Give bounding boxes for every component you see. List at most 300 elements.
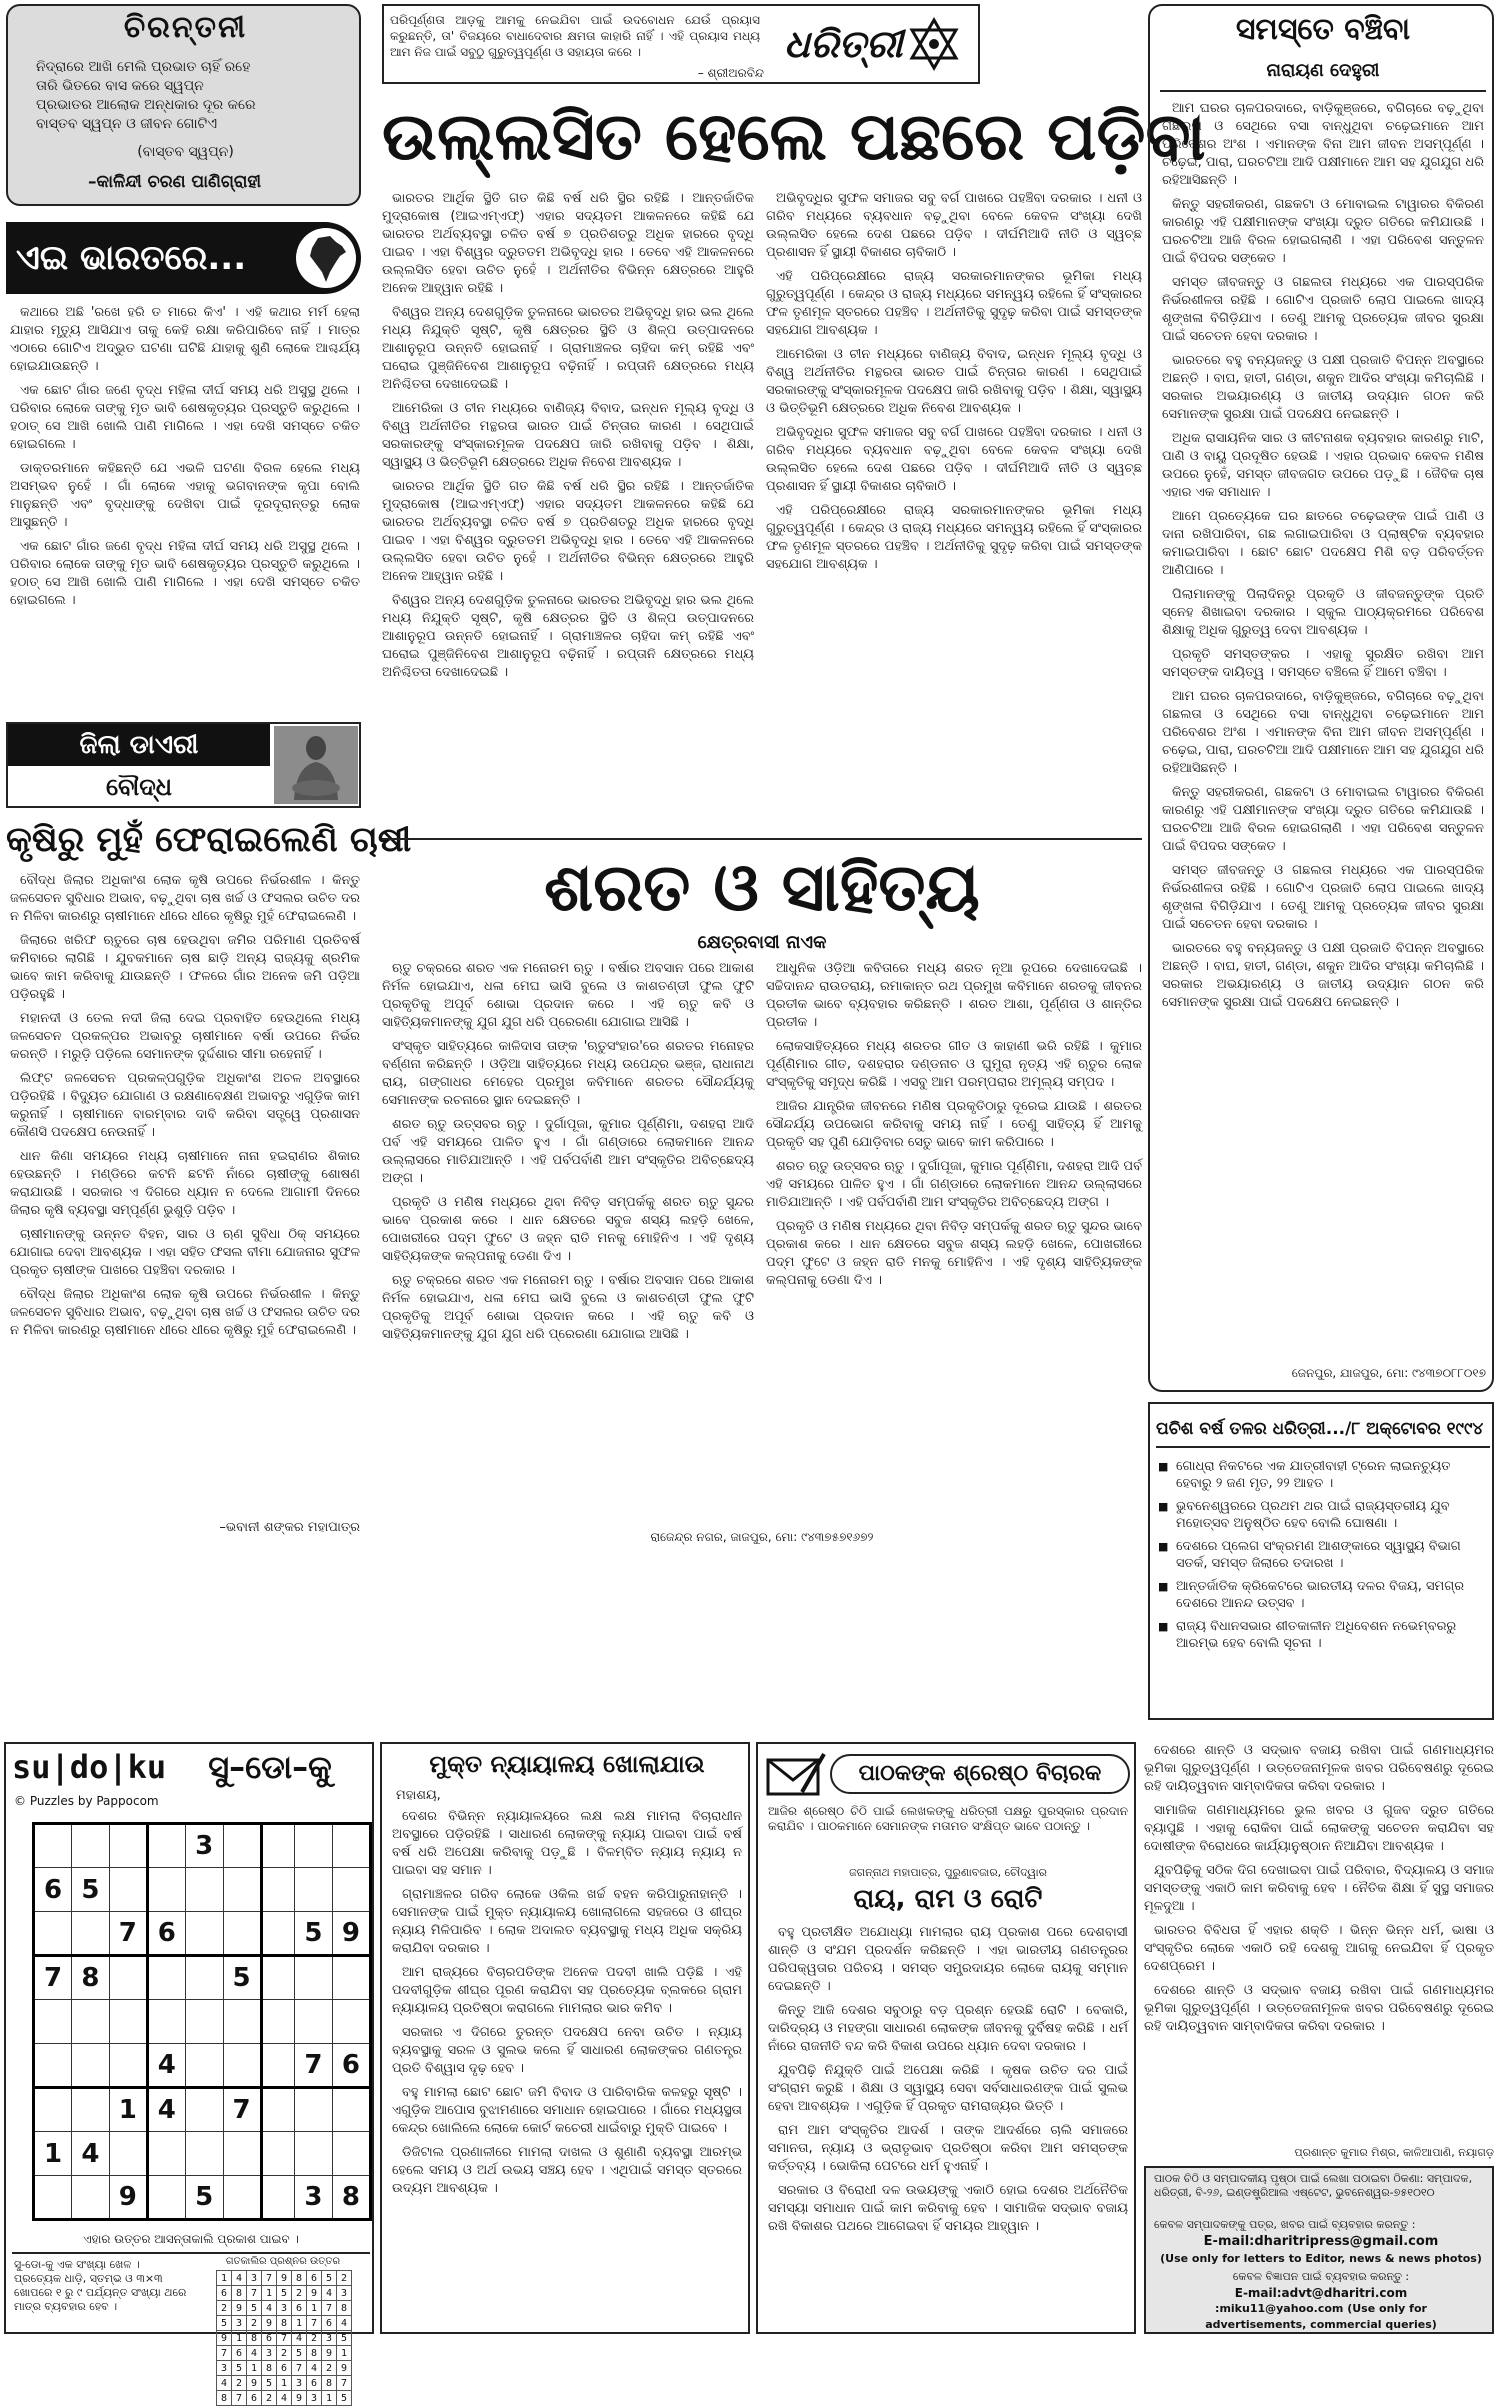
solution-cell: 9 [322,2346,337,2361]
mukta-paragraph: ଡିଜିଟାଲ ପ୍ରଣାଳୀରେ ମାମଲା ଦାଖଲ ଓ ଶୁଣାଣି ବ୍ୟବସ୍ଥା ଆରମ୍ଭ ହେଲେ ସମୟ ଓ ଅର୍ଥ ଉଭୟ ସଞ୍ଚୟ ହେବ । ଏଥିପାଇଁ ସମସ୍ତ ସ୍ତରରେ ଉଦ୍ୟମ ଆବଶ୍ୟକ । [392,2145,742,2196]
solution-cell: 4 [337,2316,352,2331]
samaste-divider [1160,90,1486,92]
sudoku-cell[interactable] [72,1824,110,1868]
sudoku-cell[interactable] [109,2132,147,2176]
samaste-footer: ଜେନପୁର, ଯାଜପୁର, ମୋ: ୯୪୩୭୦୮୮୦୧୭ [1291,1366,1486,1380]
sarat-headline: ଶରତ ଓ ସାହିତ୍ୟ [544,849,980,926]
star-emblem-icon [908,18,960,70]
sudoku-cell[interactable]: 6 [147,1912,185,1956]
solution-cell: 3 [217,2361,232,2376]
samaste-headline: ସମସ୍ତେ ବଞ୍ଚିବା [1235,12,1411,47]
solution-cell: 2 [262,2391,277,2406]
contact-intro: ପାଠକ ଚିଠି ଓ ସମ୍ପାଦକୀୟ ପୃଷ୍ଠା ପାଇଁ ଲେଖା ପଠାଇବା ଠିକଣା: ସମ୍ପାଦକ, ଧରିତ୍ରୀ, ବି-୨୬, ଇଣ୍ଡଷ୍ଟ୍ରିଆଲ ଏଷ୍ଟେଟ, ଭୁବନେଶ୍ୱର-୭୫୧୦୧୦ [1154,2172,1473,2199]
sudoku-cell[interactable] [109,2000,147,2044]
solution-cell: 1 [337,2346,352,2361]
solution-cell: 9 [337,2361,352,2376]
mukta-salutation: ମହାଶୟ, [396,1788,441,1803]
solution-cell: 9 [262,2316,277,2331]
letter-paragraph: ଦେଶରେ ଶାନ୍ତି ଓ ସଦ୍‌ଭାବ ବଜାୟ ରଖିବା ପାଇଁ ଗଣମାଧ୍ୟମର ଭୂମିକା ଗୁରୁତ୍ୱପୂର୍ଣ୍ଣ । ଉତ୍ତେଜନାମୂଳକ ଖବର ପରିବେଷଣରୁ ଦୂରେଇ ରହି ଦାୟିତ୍ୱବାନ ସାମ୍ବାଦିକତା କରିବା ଦରକାର । [1144,1743,1494,1794]
solution-cell: 2 [337,2271,352,2286]
sudoku-cell[interactable]: 7 [295,2044,333,2088]
samaste-author: ନାରାୟଣ ଦେହୁରୀ [1266,60,1380,81]
sarat-paragraph: ଆଧୁନିକ ଓଡ଼ିଆ କବିତାରେ ମଧ୍ୟ ଶରତ ନୂଆ ରୂପରେ ଦେଖାଦେଇଛି । ସଚ୍ଚିଦାନନ୍ଦ ରାଉତରାୟ, ରମାକାନ୍ତ ରଥ ପ୍ରମୁଖ କବିମାନେ ଶରତକୁ ଜୀବନର ପ୍ରତୀକ ଭାବେ ବ୍ୟବହାର କରିଛନ୍ତି । ଶରତ ଆଶା, ପୂର୍ଣ୍ଣତା ଓ ଶାନ୍ତିର ପ୍ରତୀକ । [766,961,1142,1030]
solution-cell: 1 [292,2316,307,2331]
pathaka-paragraph: ବହୁ ପ୍ରତୀକ୍ଷିତ ଅଯୋଧ୍ୟା ମାମଲାର ରାୟ ପ୍ରକାଶ ପରେ ଦେଶବାସୀ ଶାନ୍ତି ଓ ସଂଯମ ପ୍ରଦର୍ଶନ କରିଛନ୍ତି । ଏହା ଭାରତୀୟ ଗଣତନ୍ତ୍ରର ପରିପକ୍ୱତାର ପରିଚୟ । ସମସ୍ତ ସମ୍ପ୍ରଦାୟର ଲୋକେ ରାୟକୁ ସମ୍ମାନ ଦେଇଛନ୍ତି । [768,1925,1128,1994]
sudoku-grid [32,1822,372,2221]
lead-paragraph: ଏହି ପରିପ୍ରେକ୍ଷୀରେ ରାଜ୍ୟ ସରକାରମାନଙ୍କର ଭୂମିକା ମଧ୍ୟ ଗୁରୁତ୍ୱପୂର୍ଣ୍ଣ । କେନ୍ଦ୍ର ଓ ରାଜ୍ୟ ମଧ୍ୟରେ ସମନ୍ୱୟ ରହିଲେ ହିଁ ସଂସ୍କାରର ଫଳ ତୃଣମୂଳ ସ୍ତରରେ ପହଞ୍ଚିବ । ଅର୍ଥନୀତିକୁ ସୁଦୃଢ଼ କରିବା ପାଇଁ ସମସ୍ତଙ୍କ ସହଯୋଗ ଆବଶ୍ୟକ । [766,503,1142,572]
pachisa-list [1158,1458,1488,1714]
sudoku-cell[interactable] [147,1956,185,2000]
solution-row [217,2301,352,2316]
lead-paragraph: ବିଶ୍ୱର ଅନ୍ୟ ଦେଶଗୁଡ଼ିକ ତୁଳନାରେ ଭାରତର ଅଭିବୃଦ୍ଧି ହାର ଭଲ ଥିଲେ ମଧ୍ୟ ନିଯୁକ୍ତି ସୃଷ୍ଟି, କୃଷି କ୍ଷେତ୍ରର ସ୍ଥିତି ଓ ଶିଳ୍ପ ଉତ୍ପାଦନରେ ଆଶାନୁରୂପ ଉନ୍ନତି ହୋଇନାହିଁ । ଗ୍ରାମାଞ୍ଚଳର ଚାହିଦା କମ୍‌ ରହିଛି ଏବଂ ଘରୋଇ ପୁଞ୍ଜିନିବେଶ ଆଶାନୁରୂପ ବଢ଼ିନାହିଁ । ରପ୍ତାନି କ୍ଷେତ୍ରରେ ମଧ୍ୟ ଅନିଶ୍ଚିତତା ଦେଖାଦେଇଛି । [382,305,754,392]
sudoku-cell[interactable] [34,1824,72,1868]
sudoku-solution-label: ଗତକାଲିର ପ୍ରଶ୍ନର ଉତ୍ତର [225,2256,341,2267]
india-map-icon [296,228,356,288]
solution-cell: 2 [217,2301,232,2316]
sudoku-cell[interactable] [261,2000,295,2044]
farmers-paragraph: ବୌଦ୍ଧ ଜିଲାର ଅଧିକାଂଶ ଲୋକ କୃଷି ଉପରେ ନିର୍ଭରଶୀଳ । କିନ୍ତୁ ଜଳସେଚନ ସୁବିଧାର ଅଭାବ, ବଢ଼ୁଥିବା ଚାଷ ଖର୍ଚ୍ଚ ଓ ଫସଲର ଉଚିତ ଦର ନ ମିଳିବା କାରଣରୁ ଚାଷୀମାନେ ଧୀରେ ଧୀରେ କୃଷିରୁ ମୁହଁ ଫେରାଇଲେଣି । [10,1287,360,1338]
sudoku-cell[interactable] [295,2088,333,2132]
solution-cell: 6 [322,2316,337,2331]
solution-cell: 3 [262,2346,277,2361]
solution-cell: 1 [277,2376,292,2391]
lead-headline: ଉଲ୍ଲସିତ ହେଲେ ପଛରେ ପଡ଼ିବା [382,98,1206,175]
sudoku-cell[interactable]: 4 [147,2088,185,2132]
sudoku-cell[interactable] [223,1868,261,1912]
pathaka-paragraph: କିନ୍ତୁ ଆଜି ଦେଶର ସବୁଠାରୁ ବଡ଼ ପ୍ରଶ୍ନ ହେଉଛି ରୋଟି । ବେକାରି, ଦାରିଦ୍ର୍ୟ ଓ ମହଙ୍ଗା ସାଧାରଣ ଲୋକଙ୍କ ଜୀବନକୁ ଦୁର୍ବିଷହ କରିଛି । ଧର୍ମ ନାଁରେ ରାଜନୀତି ବନ୍ଦ କରି ବିକାଶ ଉପରେ ଧ୍ୟାନ ଦେବା ଦରକାର । [768,2003,1128,2054]
sudoku-cell[interactable] [223,2000,261,2044]
zilla-diary-title: ଜିଲା ଡାଏରୀ [8,724,270,766]
sudoku-cell[interactable]: 5 [72,1868,110,1912]
pathaka-intro: ଆଜିର ଶ୍ରେଷ୍ଠ ଚିଠି ପାଇଁ ଲେଖକଙ୍କୁ ଧରିତ୍ରୀ ପକ୍ଷରୁ ପୁରସ୍କାର ପ୍ରଦାନ କରାଯିବ । ପାଠକମାନେ ସେମାନଙ୍କ ମତାମତ ସଂକ୍ଷିପ୍ତ ଭାବେ ପଠାନ୍ତୁ । [768,1804,1128,1833]
solution-row [217,2331,352,2346]
sudoku-row [34,1912,371,1956]
sudoku-cell[interactable] [295,1868,333,1912]
farmers-byline: –ଭବାନୀ ଶଙ୍କର ମହାପାତ୍ର [219,1520,360,1535]
solution-cell: 4 [307,2361,322,2376]
lead-paragraph: ଆମେରିକା ଓ ଚୀନ ମଧ୍ୟରେ ବାଣିଜ୍ୟ ବିବାଦ, ଇନ୍ଧନ ମୂଲ୍ୟ ବୃଦ୍ଧି ଓ ବିଶ୍ୱ ଅର୍ଥନୀତିର ମନ୍ଥରତା ଭାରତ ପାଇଁ ଚିନ୍ତାର କାରଣ । ସେଥିପାଇଁ ସରକାରଙ୍କୁ ସଂସ୍କାରମୂଳକ ପଦକ୍ଷେପ ଜାରି ରଖିବାକୁ ପଡ଼ିବ । ଶିକ୍ଷା, ସ୍ୱାସ୍ଥ୍ୟ ଓ ଭିତ୍ତିଭୂମି କ୍ଷେତ୍ରରେ ଅଧିକ ନିବେଶ ଆବଶ୍ୟକ । [766,347,1142,416]
masthead-logo: ଧରିତ୍ରୀ [784,22,903,66]
sudoku-cell[interactable] [72,1912,110,1956]
farmers-paragraph: ଜିଲାରେ ଖରିଫ ଋତୁରେ ଚାଷ ହେଉଥିବା ଜମିର ପରିମାଣ ପ୍ରତିବର୍ଷ କମିବାରେ ଲାଗିଛି । ଯୁବକମାନେ ଚାଷ ଛାଡ଼ି ଅନ୍ୟ ରାଜ୍ୟକୁ ଶ୍ରମିକ ଭାବେ କାମ କରିବାକୁ ଯାଉଛନ୍ତି । ଫଳରେ ଗାଁର ଅନେକ ଜମି ପଡ଼ିଆ ପଡ଼ିରହୁଛି । [10,933,360,1002]
letter-paragraph: ଦେଶରେ ଶାନ୍ତି ଓ ସଦ୍‌ଭାବ ବଜାୟ ରଖିବା ପାଇଁ ଗଣମାଧ୍ୟମର ଭୂମିକା ଗୁରୁତ୍ୱପୂର୍ଣ୍ଣ । ଉତ୍ତେଜନାମୂଳକ ଖବର ପରିବେଷଣରୁ ଦୂରେଇ ରହି ଦାୟିତ୍ୱବାନ ସାମ୍ବାଦିକତା କରିବା ଦରକାର । [1144,1983,1494,2034]
farmers-paragraph: ଧାନ କିଣା ସମୟରେ ମଧ୍ୟ ଚାଷୀମାନେ ନାନା ହଇରାଣର ଶିକାର ହେଉଛନ୍ତି । ମଣ୍ଡିରେ କଟନି ଛଟନି ନାଁରେ ଚାଷୀଙ୍କୁ ଶୋଷଣ କରାଯାଉଛି । ସରକାର ଏ ଦିଗରେ ଧ୍ୟାନ ନ ଦେଲେ ଆଗାମୀ ଦିନରେ ଜିଲାର କୃଷି ବ୍ୟବସ୍ଥା ସମ୍ପୂର୍ଣ୍ଣ ଭୁଶୁଡ଼ି ପଡ଼ିବ । [10,1149,360,1218]
mukta-paragraph: ଆମ ରାଜ୍ୟରେ ବିଚାରପତିଙ୍କ ଅନେକ ପଦବୀ ଖାଲି ପଡ଼ିଛି । ଏହି ପଦବୀଗୁଡ଼ିକ ଶୀଘ୍ର ପୂରଣ କରାଯିବା ସହ ପ୍ରତ୍ୟେକ ବ୍ଲକରେ ଗ୍ରାମ ନ୍ୟାୟାଳୟ ପ୍ରତିଷ୍ଠା କରାଗଲେ ମାମଲାର ଭାର କମିବ । [392,1965,742,2016]
samaste-paragraph: ସମସ୍ତ ଜୀବଜନ୍ତୁ ଓ ଗଛଲତା ମଧ୍ୟରେ ଏକ ପାରସ୍ପରିକ ନିର୍ଭରଶୀଳତା ରହିଛି । ଗୋଟିଏ ପ୍ରଜାତି ଲୋପ ପାଇଲେ ଖାଦ୍ୟ ଶୃଙ୍ଖଳା ବିଗିଡ଼ିଯାଏ । ତେଣୁ ଆମକୁ ପ୍ରତ୍ୟେକ ଜୀବର ସୁରକ୍ଷା ପାଇଁ ସଚେତନ ହେବା ଦରକାର । [1162,863,1484,932]
poem-line: ପ୍ରଭାତର ଆଲୋକ ଅନ୍ଧକାର ଦୂର କରେ [36,97,256,113]
sudoku-cell[interactable]: 7 [34,1956,72,2000]
samaste-paragraph: ପିଲାମାନଙ୍କୁ ପିଲାଦିନରୁ ପ୍ରକୃତି ଓ ଜୀବଜନ୍ତୁଙ୍କ ପ୍ରତି ସ୍ନେହ ଶିଖାଇବା ଦରକାର । ସ୍କୁଲ ପାଠ୍ୟକ୍ରମରେ ପରିବେଶ ଶିକ୍ଷାକୁ ଅଧିକ ଗୁରୁତ୍ୱ ଦେବା ଆବଶ୍ୟକ । [1162,587,1484,638]
samaste-paragraph: କିନ୍ତୁ ସହରୀକରଣ, ଗଛକଟା ଓ ମୋବାଇଲ ଟାୱାରର ବିକିରଣ କାରଣରୁ ଏହି ପକ୍ଷୀମାନଙ୍କ ସଂଖ୍ୟା ଦ୍ରୁତ ଗତିରେ କମିଯାଉଛି । ଘରଚଟିଆ ଆଜି ବିରଳ ହୋଇଗଲାଣି । ଏହା ପରିବେଶ ସନ୍ତୁଳନ ପାଇଁ ବିପଦର ସଙ୍କେତ । [1162,785,1484,854]
sudoku-cell[interactable] [223,1824,261,1868]
sudoku-row [34,1868,371,1912]
sudoku-row [34,2000,371,2044]
solution-cell: 5 [292,2346,307,2361]
solution-cell: 2 [322,2361,337,2376]
right-letters-body [1144,1742,1494,2142]
solution-row [217,2286,352,2301]
sudoku-cell[interactable]: 9 [109,2176,147,2220]
solution-cell: 8 [322,2376,337,2391]
solution-cell: 6 [247,2391,262,2406]
solution-cell: 8 [262,2361,277,2376]
solution-cell: 8 [292,2271,307,2286]
pathaka-paragraph: ସରକାର ଓ ବିରୋଧୀ ଦଳ ଉଭୟଙ୍କୁ ଏକାଠି ହୋଇ ଦେଶର ଅର୍ଥନୈତିକ ସମସ୍ୟା ସମାଧାନ ପାଇଁ କାମ କରିବାକୁ ହେବ । ସାମାଜିକ ସଦ୍‌ଭାବ ବଜାୟ ରଖି ବିକାଶର ପଥରେ ଆଗେଇବା ହିଁ ସମୟର ଆହ୍ୱାନ । [768,2183,1128,2234]
solution-cell: 4 [322,2286,337,2301]
sudoku-cell[interactable]: 1 [34,2132,72,2176]
solution-cell: 1 [247,2361,262,2376]
contact-ads-label: କେବଳ ବିଜ୍ଞାପନ ପାଇଁ ବ୍ୟବହାର କରନ୍ତୁ : [1232,2270,1410,2283]
sudoku-cell[interactable] [185,2044,223,2088]
solution-cell: 7 [217,2346,232,2361]
solution-cell: 3 [337,2286,352,2301]
sarat-paragraph: ପ୍ରକୃତି ଓ ମଣିଷ ମଧ୍ୟରେ ଥିବା ନିବିଡ଼ ସମ୍ପର୍କକୁ ଶରତ ଋତୁ ସୁନ୍ଦର ଭାବେ ପ୍ରକାଶ କରେ । ଧାନ କ୍ଷେତରେ ସବୁଜ ଶସ୍ୟ ଲହଡ଼ି ଖେଳେ, ପୋଖରୀରେ ପଦ୍ମ ଫୁଟେ ଓ ଜହ୍ନ ରାତି ମନକୁ ମୋହିନିଏ । ଏହି ଦୃଶ୍ୟ ସାହିତ୍ୟିକଙ୍କ କଲ୍ପନାକୁ ଡେଣା ଦିଏ । [766,1219,1142,1288]
quote-text: ପରିପୂର୍ଣ୍ଣତା ଆଡ଼କୁ ଆମକୁ ନେଇଯିବା ପାଇଁ ଉଦବୋଧନ ଯେଉଁ ପ୍ରୟାସ କରୁଛନ୍ତି, ତା' ବିଜୟରେ ବାଧାଦେବାର କ୍ଷମତା କାହାରି ନାହିଁ । ଏହି ପ୍ରୟାସ ମଧ୍ୟ ଆମ ନିଜ ପାଇଁ ସବୁଠୁ ଗୁରୁତ୍ୱପୂର୍ଣ୍ଣ ଓ ସହାୟତା କରେ । [390,13,760,59]
envelope-icon [766,1752,826,1798]
solution-cell: 7 [292,2361,307,2376]
solution-cell: 6 [262,2331,277,2346]
mukta-body [392,1808,742,2328]
mukta-paragraph: ବହୁ ମାମଲା ଛୋଟ ଛୋଟ ଜମି ବିବାଦ ଓ ପାରିବାରିକ କଳହରୁ ସୃଷ୍ଟି । ଏଗୁଡ଼ିକ ଆପୋସ ବୁଝାମଣାରେ ସମାଧାନ ହୋଇପାରେ । ଗାଁରେ ମଧ୍ୟସ୍ଥତା କେନ୍ଦ୍ର ଖୋଲିଲେ ଲୋକେ କୋର୍ଟ କଚେରୀ ଧାଇଁବାରୁ ମୁକ୍ତି ପାଇବେ । [392,2085,742,2136]
solution-row [217,2361,352,2376]
solution-cell: 7 [232,2391,247,2406]
letter-paragraph: ଭାରତର ବିବିଧତା ହିଁ ଏହାର ଶକ୍ତି । ଭିନ୍ନ ଭିନ୍ନ ଧର୍ମ, ଭାଷା ଓ ସଂସ୍କୃତିର ଲୋକେ ଏକାଠି ରହି ଦେଶକୁ ଆଗକୁ ନେଇଯିବା ହିଁ ପ୍ରକୃତ ଦେଶପ୍ରେମ । [1144,1923,1494,1974]
solution-cell: 8 [247,2331,262,2346]
farmers-headline: କୃଷିରୁ ମୁହଁ ଫେରାଇଲେଣି ଚାଷୀ [6,820,412,860]
sudoku-cell[interactable] [72,2176,110,2220]
sudoku-cell[interactable]: 3 [295,2176,333,2220]
solution-cell: 8 [307,2346,322,2361]
quote-attribution: – ଶ୍ରୀଅରବିନ୍ଦ [697,66,764,80]
ei-bharatare-paragraph: ଏକ ଛୋଟ ଗାଁର ଜଣେ ବୃଦ୍ଧ ମହିଳା ଦୀର୍ଘ ସମୟ ଧରି ଅସୁସ୍ଥ ଥିଲେ । ପରିବାର ଲୋକେ ତାଙ୍କୁ ମୃତ ଭାବି ଶେଷକୃତ୍ୟର ପ୍ରସ୍ତୁତି କରୁଥିଲେ । ହଠାତ୍‌ ସେ ଆଖି ଖୋଲି ପାଣି ମାଗିଲେ । ଏହା ଦେଖି ସମସ୍ତେ ଚକିତ ହୋଇଗଲେ । [10,383,360,452]
solution-cell: 7 [322,2301,337,2316]
sarat-paragraph: ଆଜିର ଯାନ୍ତ୍ରିକ ଜୀବନରେ ମଣିଷ ପ୍ରକୃତିଠାରୁ ଦୂରେଇ ଯାଉଛି । ଶରତର ସୌନ୍ଦର୍ଯ୍ୟ ଉପଭୋଗ କରିବାକୁ ସମୟ ନାହିଁ । ତେଣୁ ସାହିତ୍ୟ ହିଁ ଆମକୁ ପ୍ରକୃତି ସହ ପୁଣି ଯୋଡ଼ିବାର ସେତୁ ଭାବେ କାମ କରିପାରେ । [766,1099,1142,1150]
sudoku-row [34,1824,371,1868]
sudoku-cell[interactable] [261,2044,295,2088]
sudoku-cell[interactable]: 8 [332,2176,370,2220]
sarat-paragraph: ଋତୁ ଚକ୍ରରେ ଶରତ ଏକ ମନୋରମ ଋତୁ । ବର୍ଷାର ଅବସାନ ପରେ ଆକାଶ ନିର୍ମଳ ହୋଇଯାଏ, ଧଳା ମେଘ ଭାସି ବୁଲେ ଓ କାଶତଣ୍ଡୀ ଫୁଲ ଫୁଟି ପ୍ରକୃତିକୁ ଅପୂର୍ବ ଶୋଭା ପ୍ରଦାନ କରେ । ଏହି ଋତୁ କବି ଓ ସାହିତ୍ୟିକମାନଙ୍କୁ ଯୁଗ ଯୁଗ ଧରି ପ୍ରେରଣା ଯୋଗାଇ ଆସିଛି । [382,961,754,1030]
sudoku-cell[interactable]: 5 [223,1956,261,2000]
lead-paragraph: ବିଶ୍ୱର ଅନ୍ୟ ଦେଶଗୁଡ଼ିକ ତୁଳନାରେ ଭାରତର ଅଭିବୃଦ୍ଧି ହାର ଭଲ ଥିଲେ ମଧ୍ୟ ନିଯୁକ୍ତି ସୃଷ୍ଟି, କୃଷି କ୍ଷେତ୍ରର ସ୍ଥିତି ଓ ଶିଳ୍ପ ଉତ୍ପାଦନରେ ଆଶାନୁରୂପ ଉନ୍ନତି ହୋଇନାହିଁ । ଗ୍ରାମାଞ୍ଚଳର ଚାହିଦା କମ୍‌ ରହିଛି ଏବଂ ଘରୋଇ ପୁଞ୍ଜିନିବେଶ ଆଶାନୁରୂପ ବଢ଼ିନାହିଁ । ରପ୍ତାନି କ୍ଷେତ୍ରରେ ମଧ୍ୟ ଅନିଶ୍ଚିତତା ଦେଖାଦେଇଛି । [382,593,754,680]
farmers-paragraph: ବୌଦ୍ଧ ଜିଲାର ଅଧିକାଂଶ ଲୋକ କୃଷି ଉପରେ ନିର୍ଭରଶୀଳ । କିନ୍ତୁ ଜଳସେଚନ ସୁବିଧାର ଅଭାବ, ବଢ଼ୁଥିବା ଚାଷ ଖର୍ଚ୍ଚ ଓ ଫସଲର ଉଚିତ ଦର ନ ମିଳିବା କାରଣରୁ ଚାଷୀମାନେ ଧୀରେ ଧୀରେ କୃଷିରୁ ମୁହଁ ଫେରାଇଲେଣି । [10,873,360,924]
advt-email-link[interactable]: E-mail:advt@dharitri.com [1234,2286,1408,2300]
solution-cell: 8 [217,2391,232,2406]
solution-cell: 5 [262,2376,277,2391]
sudoku-cell[interactable] [147,1868,185,1912]
sudoku-row [34,1956,371,2000]
samaste-paragraph: ଅଧିକ ରାସାୟନିକ ସାର ଓ କୀଟନାଶକ ବ୍ୟବହାର କାରଣରୁ ମାଟି, ପାଣି ଓ ବାୟୁ ପ୍ରଦୂଷିତ ହେଉଛି । ଏହାର ପ୍ରଭାବ କେବଳ ମଣିଷ ଉପରେ ନୁହେଁ, ସମସ୍ତ ଜୀବଜଗତ ଉପରେ ପଡ଼ୁଛି । ଜୈବିକ ଚାଷ ଏହାର ଏକ ସମାଧାନ । [1162,431,1484,500]
sudoku-cell[interactable]: 5 [185,2176,223,2220]
sudoku-cell[interactable] [34,2000,72,2044]
pachisa-box [1148,1402,1494,1720]
mukta-paragraph: ସରକାର ଏ ଦିଗରେ ତୁରନ୍ତ ପଦକ୍ଷେପ ନେବା ଉଚିତ । ନ୍ୟାୟ ବ୍ୟବସ୍ଥାକୁ ସରଳ ଓ ସୁଲଭ କଲେ ହିଁ ସାଧାରଣ ଲୋକଙ୍କର ଗଣତନ୍ତ୍ର ପ୍ରତି ବିଶ୍ୱାସ ଦୃଢ଼ ହେବ । [392,2025,742,2076]
sudoku-cell[interactable]: 7 [109,1912,147,1956]
solution-cell: 4 [217,2376,232,2391]
solution-cell: 8 [277,2316,292,2331]
sudoku-cell[interactable] [185,2000,223,2044]
sudoku-cell[interactable] [185,2132,223,2176]
contact-email-label: କେବଳ ସମ୍ପାଦକଙ୍କୁ ପତ୍ର, ଖବର ପାଇଁ ବ୍ୟବହାର କରନ୍ତୁ : [1154,2218,1416,2231]
sudoku-cell[interactable] [109,1824,147,1868]
solution-cell: 4 [292,2331,307,2346]
solution-cell: 6 [217,2286,232,2301]
samaste-paragraph: ସମସ୍ତ ଜୀବଜନ୍ତୁ ଓ ଗଛଲତା ମଧ୍ୟରେ ଏକ ପାରସ୍ପରିକ ନିର୍ଭରଶୀଳତା ରହିଛି । ଗୋଟିଏ ପ୍ରଜାତି ଲୋପ ପାଇଲେ ଖାଦ୍ୟ ଶୃଙ୍ଖଳା ବିଗିଡ଼ିଯାଏ । ତେଣୁ ଆମକୁ ପ୍ରତ୍ୟେକ ଜୀବର ସୁରକ୍ଷା ପାଇଁ ସଚେତନ ହେବା ଦରକାର । [1162,275,1484,344]
poem-title: (ବାସ୍ତବ ସ୍ୱପ୍ନ) [137,144,234,160]
solution-cell: 5 [337,2391,352,2406]
solution-cell: 9 [292,2391,307,2406]
sudoku-cell[interactable]: 4 [72,2132,110,2176]
sudoku-brand: su|do|ku [12,1748,167,1786]
solution-cell: 9 [232,2301,247,2316]
farmers-paragraph: ଲିଫ୍ଟ ଜଳସେଚନ ପ୍ରକଳ୍ପଗୁଡ଼ିକ ଅଧିକାଂଶ ଅଚଳ ଅବସ୍ଥାରେ ପଡ଼ିରହିଛି । ବିଦ୍ୟୁତ ଯୋଗାଣ ଓ ରକ୍ଷଣାବେକ୍ଷଣ ଅଭାବରୁ ଏଗୁଡ଼ିକ କାମ କରୁନାହିଁ । ଚାଷୀମାନେ ବାରମ୍ବାର ଦାବି କରିବା ସତ୍ତ୍ୱେ ପ୍ରଶାସନ କୌଣସି ପଦକ୍ଷେପ ନେଉନାହିଁ । [10,1071,360,1140]
poem-line: ବାସ୍ତବ ସ୍ୱପ୍ନ ଓ ଜୀବନ ଗୋଟିଏ [36,116,218,132]
solution-cell: 1 [232,2331,247,2346]
solution-cell: 2 [307,2331,322,2346]
solution-cell: 9 [247,2376,262,2391]
solution-cell: 3 [277,2301,292,2316]
sudoku-cell[interactable] [261,2088,295,2132]
solution-row [217,2316,352,2331]
solution-cell: 3 [247,2271,262,2286]
editor-email-note: (Use only for letters to Editor, news & news photos) [1160,2252,1482,2265]
solution-cell: 7 [247,2286,262,2301]
quote-box [382,4,980,84]
solution-row [217,2391,352,2406]
mukta-headline: ମୁକ୍ତ ନ୍ୟାୟାଳୟ ଖୋଲାଯାଉ [429,1750,705,1778]
list-item: ■ ରାଜ୍ୟ ବିଧାନସଭାର ଶୀତକାଳୀନ ଅଧିବେଶନ ନଭେମ୍ବରରୁ ଆରମ୍ଭ ହେବ ବୋଲି ସୂଚନା । [1158,1618,1488,1652]
poem-line: ତାରି ଭିତରେ ବାସ କରେ ସ୍ୱପ୍ନ [36,78,204,94]
solution-cell: 2 [247,2316,262,2331]
zilla-diary-box [6,722,361,808]
sudoku-cell[interactable] [295,1956,333,2000]
right-letters-signature: ପ୍ରଶାନ୍ତ କୁମାର ମିଶ୍ର, କାଳିଆପାଣି, ନୟାଗଡ଼ [1294,2146,1494,2159]
samaste-paragraph: ପ୍ରକୃତି ସମସ୍ତଙ୍କର । ଏହାକୁ ସୁରକ୍ଷିତ ରଖିବା ଆମ ସମସ୍ତଙ୍କ ଦାୟିତ୍ୱ । ସମସ୍ତେ ବଞ୍ଚିଲେ ହିଁ ଆମେ ବଞ୍ଚିବା । [1162,647,1484,680]
lead-paragraph: ଅଭିବୃଦ୍ଧିର ସୁଫଳ ସମାଜର ସବୁ ବର୍ଗ ପାଖରେ ପହଞ୍ଚିବା ଦରକାର । ଧନୀ ଓ ଗରିବ ମଧ୍ୟରେ ବ୍ୟବଧାନ ବଢ଼ୁଥିବା ବେଳେ କେବଳ ସଂଖ୍ୟା ଦେଖି ଉଲ୍ଲସିତ ହେଲେ ଦେଶ ପଛରେ ପଡ଼ିବ । ଦୀର୍ଘମିଆଦି ନୀତି ଓ ସ୍ୱଚ୍ଛ ପ୍ରଶାସନ ହିଁ ସ୍ଥାୟୀ ବିକାଶର ଚାବିକାଠି । [766,191,1142,260]
solution-row [217,2376,352,2391]
solution-cell: 1 [217,2271,232,2286]
sudoku-cell[interactable] [261,1824,295,1868]
sudoku-title: ସୁ–ଡୋ–କୁ [208,1748,332,1786]
sudoku-cell[interactable] [295,2000,333,2044]
solution-cell: 2 [292,2286,307,2301]
sudoku-cell[interactable] [147,2132,185,2176]
solution-cell: 9 [307,2286,322,2301]
sarat-footer: ରାଜେନ୍ଦ୍ର ନଗର, ଜାଜପୁର, ମୋ: ୯୪୩୭୫୭୧୬୭୨ [650,1530,874,1544]
sudoku-box [4,1742,374,2404]
farmers-body [10,872,360,1512]
solution-cell: 1 [262,2286,277,2301]
sudoku-cell[interactable]: 8 [72,1956,110,2000]
sudoku-row [34,2132,371,2176]
samaste-paragraph: କିନ୍ତୁ ସହରୀକରଣ, ଗଛକଟା ଓ ମୋବାଇଲ ଟାୱାରର ବିକିରଣ କାରଣରୁ ଏହି ପକ୍ଷୀମାନଙ୍କ ସଂଖ୍ୟା ଦ୍ରୁତ ଗତିରେ କମିଯାଉଛି । ଘରଚଟିଆ ଆଜି ବିରଳ ହୋଇଗଲାଣି । ଏହା ପରିବେଶ ସନ୍ତୁଳନ ପାଇଁ ବିପଦର ସଙ୍କେତ । [1162,197,1484,266]
solution-cell: 7 [337,2376,352,2391]
sudoku-cell[interactable] [223,2132,261,2176]
sudoku-cell[interactable] [72,2088,110,2132]
solution-row [217,2346,352,2361]
sudoku-cell[interactable] [332,1824,370,1868]
solution-cell: 2 [277,2346,292,2361]
lead-story-col-2 [766,190,1142,830]
solution-cell: 5 [277,2286,292,2301]
sudoku-answer-note: ଏହାର ଉତ୍ତର ଆସନ୍ତାକାଲି ପ୍ରକାଶ ପାଇବ । [83,2232,299,2246]
solution-cell: 3 [307,2391,322,2406]
sarat-paragraph: ଶରତ ଋତୁ ଉତ୍ସବର ଋତୁ । ଦୁର୍ଗାପୂଜା, କୁମାର ପୂର୍ଣ୍ଣିମା, ଦଶହରା ଆଦି ପର୍ବ ଏହି ସମୟରେ ପାଳିତ ହୁଏ । ଗାଁ ଗଣ୍ଡାରେ ଲୋକମାନେ ଆନନ୍ଦ ଉଲ୍ଲାସରେ ମାତିଯାଆନ୍ତି । ଏହି ପର୍ବପର୍ବାଣି ଆମ ସଂସ୍କୃତିର ଅବିଚ୍ଛେଦ୍ୟ ଅଙ୍ଗ । [382,1117,754,1186]
sudoku-cell[interactable]: 5 [295,1912,333,1956]
solution-cell: 8 [337,2301,352,2316]
pathaka-paragraph: ରାମ ଆମ ସଂସ୍କୃତିର ଆଦର୍ଶ । ତାଙ୍କ ଆଦର୍ଶରେ ଚାଲି ସମାଜରେ ସମାନତା, ନ୍ୟାୟ ଓ ଭ୍ରାତୃଭାବ ପ୍ରତିଷ୍ଠା କରିବା ଆମ ସମସ୍ତଙ୍କ କର୍ତ୍ତବ୍ୟ । ଭୋକିଲା ପେଟରେ ଧର୍ମ ହୁଏନାହିଁ । [768,2123,1128,2174]
chirantani-poem [36,58,336,134]
sudoku-cell[interactable] [332,1956,370,2000]
pathaka-intro-signature: ଜଗନ୍ନାଥ ମହାପାତ୍ର, ପୁରୁଣାବଜାର, ଚୌଦ୍ୱାର [849,1866,1047,1879]
solution-cell: 6 [307,2376,322,2391]
mukta-paragraph: ଦେଶର ବିଭିନ୍ନ ନ୍ୟାୟାଳୟରେ ଲକ୍ଷ ଲକ୍ଷ ମାମଲା ବିଚାରାଧୀନ ଅବସ୍ଥାରେ ପଡ଼ିରହିଛି । ସାଧାରଣ ଲୋକଙ୍କୁ ନ୍ୟାୟ ପାଇବା ପାଇଁ ବର୍ଷ ବର୍ଷ ଧରି ଅପେକ୍ଷା କରିବାକୁ ପଡ଼ୁଛି । ବିଳମ୍ବିତ ନ୍ୟାୟ ନ୍ୟାୟ ନ ପାଇବା ସହ ସମାନ । [392,1809,742,1878]
solution-cell: 4 [232,2271,247,2286]
sudoku-cell[interactable] [185,1912,223,1956]
sudoku-cell[interactable] [147,2176,185,2220]
sudoku-cell[interactable] [261,2176,295,2220]
sudoku-cell[interactable] [261,1956,295,2000]
sudoku-cell[interactable] [332,2000,370,2044]
sudoku-cell[interactable] [72,2000,110,2044]
advt-email-note: advertisements, commercial queries) [1205,2318,1437,2331]
solution-cell: 3 [292,2376,307,2391]
sudoku-cell[interactable]: 6 [34,1868,72,1912]
sudoku-cell[interactable] [295,1824,333,1868]
solution-cell: 9 [277,2271,292,2286]
sudoku-cell[interactable] [332,2088,370,2132]
ei-bharatare-body [10,304,360,714]
lead-paragraph: ଆମେରିକା ଓ ଚୀନ ମଧ୍ୟରେ ବାଣିଜ୍ୟ ବିବାଦ, ଇନ୍ଧନ ମୂଲ୍ୟ ବୃଦ୍ଧି ଓ ବିଶ୍ୱ ଅର୍ଥନୀତିର ମନ୍ଥରତା ଭାରତ ପାଇଁ ଚିନ୍ତାର କାରଣ । ସେଥିପାଇଁ ସରକାରଙ୍କୁ ସଂସ୍କାରମୂଳକ ପଦକ୍ଷେପ ଜାରି ରଖିବାକୁ ପଡ଼ିବ । ଶିକ୍ଷା, ସ୍ୱାସ୍ଥ୍ୟ ଓ ଭିତ୍ତିଭୂମି କ୍ଷେତ୍ରରେ ଅଧିକ ନିବେଶ ଆବଶ୍ୟକ । [382,401,754,470]
lead-story-col-1 [382,190,754,830]
advt-email-alt-link[interactable]: :miku11@yahoo.com (Use only for [1215,2302,1427,2315]
editor-email-link[interactable]: E-mail:dharitripress@gmail.com [1203,2234,1439,2249]
solution-cell: 4 [277,2391,292,2406]
solution-cell: 1 [307,2301,322,2316]
samaste-paragraph: ଆମ ଘରର ଚାଳପରଦାରେ, ବାଡ଼ିକୁଞ୍ଜରେ, ବଗିଚାରେ ବଢ଼ୁଥିବା ଗଛଲତା ଓ ସେଥିରେ ବସା ବାନ୍ଧୁଥିବା ଚଢ଼େଇମାନେ ଆମ ପରିବେଶର ଅଂଶ । ଏମାନଙ୍କ ବିନା ଆମ ଜୀବନ ଅସମ୍ପୂର୍ଣ୍ଣ । ଚଢ଼େଇ, ପାରା, ଘରଚଟିଆ ଆଦି ପକ୍ଷୀମାନେ ଆମ ସହ ଯୁଗଯୁଗ ଧରି ରହିଆସିଛନ୍ତି । [1162,689,1484,776]
sudoku-cell[interactable]: 9 [332,1912,370,1956]
mukta-paragraph: ଗ୍ରାମାଞ୍ଚଳର ଗରିବ ଲୋକେ ଓକିଲ ଖର୍ଚ୍ଚ ବହନ କରିପାରୁନାହାନ୍ତି । ସେମାନଙ୍କ ପାଇଁ ମୁକ୍ତ ନ୍ୟାୟାଳୟ ଖୋଲାଗଲେ ସହଜରେ ଓ ଶୀଘ୍ର ନ୍ୟାୟ ମିଳିପାରିବ । ଲୋକ ଅଦାଲତ ବ୍ୟବସ୍ଥାକୁ ମଧ୍ୟ ଅଧିକ ସକ୍ରିୟ କରାଯିବା ଦରକାର । [392,1887,742,1956]
ei-bharatare-banner [6,222,361,294]
sarat-col-2 [766,960,1142,1530]
samaste-paragraph: ଆମ ଘରର ଚାଳପରଦାରେ, ବାଡ଼ିକୁଞ୍ଜରେ, ବଗିଚାରେ ବଢ଼ୁଥିବା ଗଛଲତା ଓ ସେଥିରେ ବସା ବାନ୍ଧୁଥିବା ଚଢ଼େଇମାନେ ଆମ ପରିବେଶର ଅଂଶ । ଏମାନଙ୍କ ବିନା ଆମ ଜୀବନ ଅସମ୍ପୂର୍ଣ୍ଣ । ଚଢ଼େଇ, ପାରା, ଘରଚଟିଆ ଆଦି ପକ୍ଷୀମାନେ ଆମ ସହ ଯୁଗଯୁଗ ଧରି ରହିଆସିଛନ୍ତି । [1162,101,1484,188]
sudoku-cell[interactable]: 1 [109,2088,147,2132]
ei-bharatare-paragraph: ଏକ ଛୋଟ ଗାଁର ଜଣେ ବୃଦ୍ଧ ମହିଳା ଦୀର୍ଘ ସମୟ ଧରି ଅସୁସ୍ଥ ଥିଲେ । ପରିବାର ଲୋକେ ତାଙ୍କୁ ମୃତ ଭାବି ଶେଷକୃତ୍ୟର ପ୍ରସ୍ତୁତି କରୁଥିଲେ । ହଠାତ୍‌ ସେ ଆଖି ଖୋଲି ପାଣି ମାଗିଲେ । ଏହା ଦେଖି ସମସ୍ତେ ଚକିତ ହୋଇଗଲେ । [10,539,360,608]
solution-cell: 5 [217,2316,232,2331]
sudoku-cell[interactable]: 4 [147,2044,185,2088]
samaste-paragraph: ଆମେ ପ୍ରତ୍ୟେକେ ଘର ଛାତରେ ଚଢ଼େଇଙ୍କ ପାଇଁ ପାଣି ଓ ଦାନା ରଖିପାରିବା, ଗଛ ଲଗାଇପାରିବା ଓ ପ୍ଲାଷ୍ଟିକ ବ୍ୟବହାର କମାଇପାରିବା । ଛୋଟ ଛୋଟ ପଦକ୍ଷେପ ମିଶି ବଡ଼ ପରିବର୍ତ୍ତନ ଆଣିପାରେ । [1162,509,1484,578]
sudoku-cell[interactable] [332,1868,370,1912]
list-item: ■ ଭୁବନେଶ୍ୱରରେ ପ୍ରଥମ ଥର ପାଇଁ ରାଜ୍ୟସ୍ତରୀୟ ଯୁବ ମହୋତ୍ସବ ଅନୁଷ୍ଠିତ ହେବ ବୋଲି ଘୋଷଣା । [1158,1498,1488,1532]
sudoku-cell[interactable] [34,2044,72,2088]
sudoku-divider [12,2252,370,2254]
solution-row [217,2271,352,2286]
lead-paragraph: ଏହି ପରିପ୍ରେକ୍ଷୀରେ ରାଜ୍ୟ ସରକାରମାନଙ୍କର ଭୂମିକା ମଧ୍ୟ ଗୁରୁତ୍ୱପୂର୍ଣ୍ଣ । କେନ୍ଦ୍ର ଓ ରାଜ୍ୟ ମଧ୍ୟରେ ସମନ୍ୱୟ ରହିଲେ ହିଁ ସଂସ୍କାରର ଫଳ ତୃଣମୂଳ ସ୍ତରରେ ପହଞ୍ଚିବ । ଅର୍ଥନୀତିକୁ ସୁଦୃଢ଼ କରିବା ପାଇଁ ସମସ୍ତଙ୍କ ସହଯୋଗ ଆବଶ୍ୟକ । [766,269,1142,338]
sudoku-credit: © Puzzles by Pappocom [14,1794,159,1808]
sudoku-cell[interactable] [223,2044,261,2088]
samaste-box [1148,4,1494,1392]
sudoku-cell[interactable] [72,2044,110,2088]
sudoku-cell[interactable]: 7 [223,2088,261,2132]
sudoku-cell[interactable] [147,2000,185,2044]
solution-cell: 2 [232,2376,247,2391]
list-item: ■ ଗୋଧ୍ରା ନିକଟରେ ଏକ ଯାତ୍ରୀବାହୀ ଟ୍ରେନ ଲାଇନଚ୍ୟୁତ ହେବାରୁ ୨ ଜଣ ମୃତ, ୨୨ ଆହତ । [1158,1458,1488,1492]
solution-cell: 6 [307,2271,322,2286]
sudoku-cell[interactable] [261,1912,295,1956]
solution-cell: 4 [262,2301,277,2316]
sudoku-cell[interactable] [109,1956,147,2000]
list-item: ■ ଦେଶରେ ପ୍ଲେଗ ସଂକ୍ରମଣ ଆଶଙ୍କାରେ ସ୍ୱାସ୍ଥ୍ୟ ବିଭାଗ ସତର୍କ, ସମସ୍ତ ଜିଲାରେ ତଦାରଖ । [1158,1538,1488,1572]
sudoku-row [34,2044,371,2088]
sarat-author: କ୍ଷେତ୍ରବାସୀ ନାଏକ [697,932,827,953]
solution-cell: 7 [277,2331,292,2346]
list-item: ■ ଆନ୍ତର୍ଜାତିକ କ୍ରିକେଟରେ ଭାରତୀୟ ଦଳର ବିଜୟ, ସମଗ୍ର ଦେଶରେ ଆନନ୍ଦ ଉତ୍ସବ । [1158,1578,1488,1612]
sudoku-solution-grid [216,2270,352,2406]
sudoku-cell[interactable] [223,1912,261,1956]
sudoku-cell[interactable] [223,2176,261,2220]
solution-cell: 9 [217,2331,232,2346]
pathaka-headline: ପାଠକଙ୍କ ଶ୍ରେଷ୍ଠ ବିଚାରକ [830,1754,1130,1794]
ei-bharatare-paragraph: ଡାକ୍ତରମାନେ କହିଛନ୍ତି ଯେ ଏଭଳି ଘଟଣା ବିରଳ ହେଲେ ମଧ୍ୟ ଅସମ୍ଭବ ନୁହେଁ । ଗାଁ ଲୋକେ ଏହାକୁ ଭଗବାନଙ୍କ କୃପା ବୋଲି ମାନୁଛନ୍ତି ଏବଂ ବୃଦ୍ଧାଙ୍କୁ ଦେଖିବା ପାଇଁ ଦୂରଦୂରାନ୍ତରୁ ଲୋକ ଆସୁଛନ୍ତି । [10,461,360,530]
lead-paragraph: ଭାରତର ଆର୍ଥିକ ସ୍ଥିତି ଗତ କିଛି ବର୍ଷ ଧରି ସ୍ଥିର ରହିଛି । ଆନ୍ତର୍ଜାତିକ ମୁଦ୍ରାକୋଷ (ଆଇଏମ୍‌ଏଫ୍‌) ଏହାର ସଦ୍ୟତମ ଆକଳନରେ କହିଛି ଯେ ଭାରତର ଅର୍ଥବ୍ୟବସ୍ଥା ଚଳିତ ବର୍ଷ ୭ ପ୍ରତିଶତରୁ ଅଧିକ ହାରରେ ବୃଦ୍ଧି ପାଇବ । ଏହା ବିଶ୍ୱର ଦ୍ରୁତତମ ଅଭିବୃଦ୍ଧି ହାର । ତେବେ ଏହି ଆକଳନରେ ଉଲ୍ଲସିତ ହେବା ଉଚିତ ନୁହେଁ । ଅର୍ଥନୀତିର ବିଭିନ୍ନ କ୍ଷେତ୍ରରେ ଆହୁରି ଅନେକ ଆହ୍ୱାନ ରହିଛି । [382,479,754,584]
sudoku-cell[interactable]: 3 [185,1824,223,1868]
solution-cell: 6 [292,2301,307,2316]
farmers-paragraph: ଚାଷୀମାନଙ୍କୁ ଉନ୍ନତ ବିହନ, ସାର ଓ ଋଣ ସୁବିଧା ଠିକ୍‌ ସମୟରେ ଯୋଗାଇ ଦେବା ଆବଶ୍ୟକ । ଏହା ସହିତ ଫସଲ ବୀମା ଯୋଜନାର ସୁଫଳ ପ୍ରକୃତ ଚାଷୀଙ୍କ ପାଖରେ ପହଞ୍ଚିବା ଦରକାର । [10,1227,360,1278]
poem-line: ନିଦ୍ରାରେ ଆଖି ମେଲି ପ୍ରଭାତ ଚାହିଁ ରହେ [36,59,251,75]
sarat-paragraph: ଶରତ ଋତୁ ଉତ୍ସବର ଋତୁ । ଦୁର୍ଗାପୂଜା, କୁମାର ପୂର୍ଣ୍ଣିମା, ଦଶହରା ଆଦି ପର୍ବ ଏହି ସମୟରେ ପାଳିତ ହୁଏ । ଗାଁ ଗଣ୍ଡାରେ ଲୋକମାନେ ଆନନ୍ଦ ଉଲ୍ଲାସରେ ମାତିଯାଆନ୍ତି । ଏହି ପର୍ବପର୍ବାଣି ଆମ ସଂସ୍କୃତିର ଅବିଚ୍ଛେଦ୍ୟ ଅଙ୍ଗ । [766,1159,1142,1210]
samaste-paragraph: ଭାରତରେ ବହୁ ବନ୍ୟଜନ୍ତୁ ଓ ପକ୍ଷୀ ପ୍ରଜାତି ବିପନ୍ନ ଅବସ୍ଥାରେ ଅଛନ୍ତି । ବାଘ, ହାତୀ, ଗଣ୍ଡା, ଶକୁନ ଆଦିର ସଂଖ୍ୟା କମିଚାଲିଛି । ସରକାର ଅଭୟାରଣ୍ୟ ଓ ଜାତୀୟ ଉଦ୍ୟାନ ଗଠନ କରି ସେମାନଙ୍କ ସୁରକ୍ଷା ପାଇଁ ପଦକ୍ଷେପ ନେଇଛନ୍ତି । [1162,353,1484,422]
sudoku-cell[interactable] [332,2132,370,2176]
farmers-paragraph: ମହାନଦୀ ଓ ତେଲ ନଦୀ ଜିଲା ଦେଇ ପ୍ରବାହିତ ହେଉଥିଲେ ମଧ୍ୟ ଜଳସେଚନ ପ୍ରକଳ୍ପର ଅଭାବରୁ ଚାଷୀମାନେ ବର୍ଷା ଉପରେ ନିର୍ଭର କରନ୍ତି । ମରୁଡ଼ି ପଡ଼ିଲେ ସେମାନଙ୍କ ଦୁର୍ଦ୍ଦଶାର ସୀମା ରହେନାହିଁ । [10,1011,360,1062]
sudoku-cell[interactable] [34,1912,72,1956]
ei-bharatare-title: ଏଇ ଭାରତରେ... [16,238,247,278]
solution-cell: 1 [322,2391,337,2406]
sarat-paragraph: ପ୍ରକୃତି ଓ ମଣିଷ ମଧ୍ୟରେ ଥିବା ନିବିଡ଼ ସମ୍ପର୍କକୁ ଶରତ ଋତୁ ସୁନ୍ଦର ଭାବେ ପ୍ରକାଶ କରେ । ଧାନ କ୍ଷେତରେ ସବୁଜ ଶସ୍ୟ ଲହଡ଼ି ଖେଳେ, ପୋଖରୀରେ ପଦ୍ମ ଫୁଟେ ଓ ଜହ୍ନ ରାତି ମନକୁ ମୋହିନିଏ । ଏହି ଦୃଶ୍ୟ ସାହିତ୍ୟିକଙ୍କ କଲ୍ପନାକୁ ଡେଣା ଦିଏ । [382,1195,754,1264]
letter-paragraph: ସାମାଜିକ ଗଣମାଧ୍ୟମରେ ଭୁଲ ଖବର ଓ ଗୁଜବ ଦ୍ରୁତ ଗତିରେ ବ୍ୟାପୁଛି । ଏହାକୁ ରୋକିବା ପାଇଁ ଲୋକଙ୍କୁ ସଚେତନ କରାଯିବା ସହ ଦୋଷୀଙ୍କ ବିରୋଧରେ କାର୍ଯ୍ୟାନୁଷ୍ଠାନ ନିଆଯିବା ଆବଶ୍ୟକ । [1144,1803,1494,1854]
contact-box [1144,2166,1494,2334]
zilla-diary-district: ବୌଦ୍ଧ [106,773,172,801]
sarat-paragraph: ଲୋକସାହିତ୍ୟରେ ମଧ୍ୟ ଶରତର ଗୀତ ଓ କାହାଣୀ ଭରି ରହିଛି । କୁମାର ପୂର୍ଣ୍ଣିମାର ଗୀତ, ଦଶହରାର ଦଣ୍ଡନାଚ ଓ ଘୁମୁରା ନୃତ୍ୟ ଏହି ଋତୁର ଲୋକ ସଂସ୍କୃତିକୁ ସମୃଦ୍ଧ କରିଛି । ଏସବୁ ଆମ ପରମ୍ପରାର ଅମୂଲ୍ୟ ସମ୍ପଦ । [766,1039,1142,1090]
chirantani-box [6,4,361,206]
sudoku-cell[interactable] [147,1824,185,1868]
chirantani-title: ଚିରନ୍ତନୀ [123,10,248,45]
sarat-col-1 [382,960,754,1530]
samaste-body [1162,100,1484,1360]
sudoku-cell[interactable] [109,2044,147,2088]
sudoku-row [34,2176,371,2220]
sudoku-cell[interactable]: 6 [332,2044,370,2088]
sudoku-rules: ସୁ-ଡୋ-କୁ ଏକ ସଂଖ୍ୟା ଖେଳ । ପ୍ରତ୍ୟେକ ଧାଡ଼ି, ସ୍ତମ୍ଭ ଓ ୩×୩ ଖୋପରେ ୧ ରୁ ୯ ପର୍ଯ୍ୟନ୍ତ ସଂଖ୍ୟା ଥରେ ମାତ୍ର ବ୍ୟବହାର ହେବ । [14,2258,187,2313]
solution-cell: 5 [247,2301,262,2316]
solution-cell: 5 [322,2271,337,2286]
sudoku-cell[interactable] [295,2132,333,2176]
pathaka-sub-headline: ରାୟ, ରାମ ଓ ରୋଟି [853,1884,1043,1914]
solution-cell: 7 [307,2316,322,2331]
sudoku-cell[interactable] [261,2132,295,2176]
solution-cell: 6 [277,2361,292,2376]
sudoku-cell[interactable] [185,1868,223,1912]
pathaka-body [768,1924,1128,2328]
sudoku-cell[interactable] [34,2176,72,2220]
sudoku-cell[interactable] [185,2088,223,2132]
pathaka-box [756,1742,1136,2334]
sudoku-cell[interactable] [109,1868,147,1912]
sudoku-cell[interactable] [34,2088,72,2132]
lead-paragraph: ଭାରତର ଆର୍ଥିକ ସ୍ଥିତି ଗତ କିଛି ବର୍ଷ ଧରି ସ୍ଥିର ରହିଛି । ଆନ୍ତର୍ଜାତିକ ମୁଦ୍ରାକୋଷ (ଆଇଏମ୍‌ଏଫ୍‌) ଏହାର ସଦ୍ୟତମ ଆକଳନରେ କହିଛି ଯେ ଭାରତର ଅର୍ଥବ୍ୟବସ୍ଥା ଚଳିତ ବର୍ଷ ୭ ପ୍ରତିଶତରୁ ଅଧିକ ହାରରେ ବୃଦ୍ଧି ପାଇବ । ଏହା ବିଶ୍ୱର ଦ୍ରୁତତମ ଅଭିବୃଦ୍ଧି ହାର । ତେବେ ଏହି ଆକଳନରେ ଉଲ୍ଲସିତ ହେବା ଉଚିତ ନୁହେଁ । ଅର୍ଥନୀତିର ବିଭିନ୍ନ କ୍ଷେତ୍ରରେ ଆହୁରି ଅନେକ ଆହ୍ୱାନ ରହିଛି । [382,191,754,296]
sudoku-cell[interactable] [261,1868,295,1912]
pachisa-title: ପଚିଶ ବର୍ଷ ତଳର ଧରିତ୍ରୀ.../୮ ଅକ୍ଟୋବର ୧୯୯୪ [1156,1410,1490,1448]
solution-cell: 3 [232,2316,247,2331]
sudoku-cell[interactable] [185,1956,223,2000]
